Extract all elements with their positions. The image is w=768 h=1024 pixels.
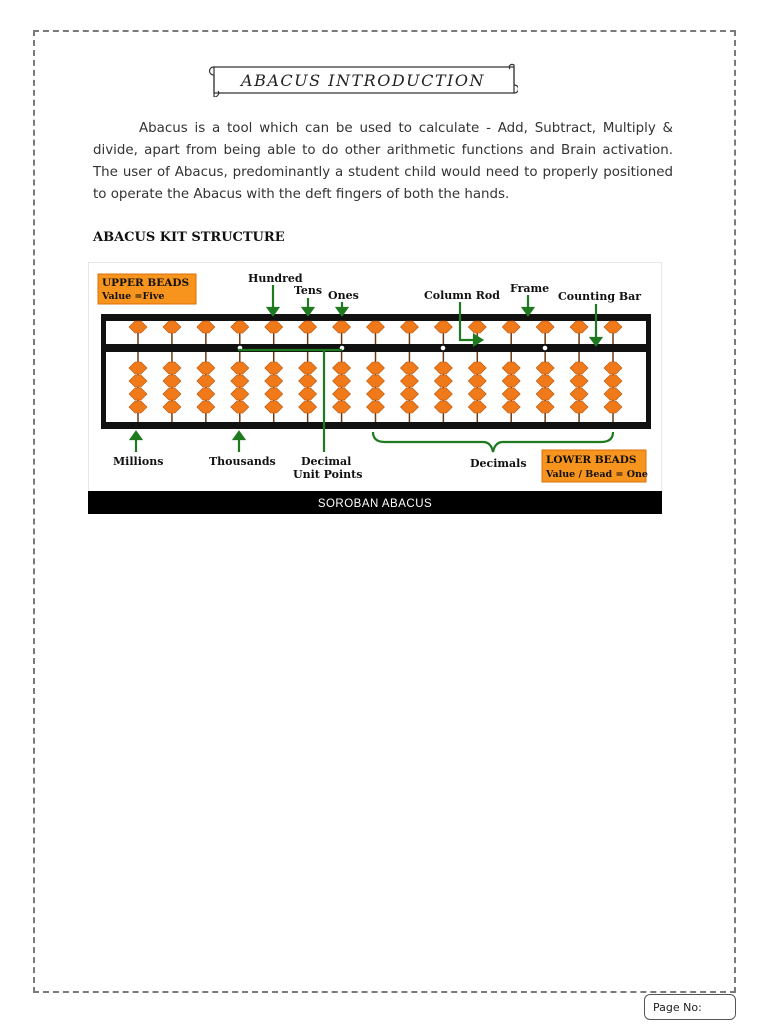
abacus-figure: [88, 262, 662, 514]
title-banner: [208, 63, 518, 97]
soroban-abacus-diagram: [88, 262, 662, 514]
page-title: ABACUS INTRODUCTION: [241, 70, 485, 90]
intro-text: Abacus is a tool which can be used to calculate - Add, Subtract, Multiply & divide, apart from being able to do other arithmetic functions and Brain activation. The user of Abacus, predominantly a student child would need to properly positioned to operate the Abacus with the deft fingers of both the hands.: [93, 121, 673, 202]
label-decimal-line1: Decimal: [301, 455, 352, 468]
label-millions: Millions: [113, 455, 164, 468]
label-column-rod: Column Rod: [424, 289, 500, 302]
frame-right: [646, 314, 651, 429]
upper-beads-value: Value =Five: [102, 291, 165, 302]
counting-bar: [101, 344, 651, 352]
label-frame: Frame: [510, 282, 550, 295]
frame-bottom: [101, 422, 651, 429]
label-thousands: Thousands: [209, 455, 276, 468]
label-counting-bar: Counting Bar: [558, 290, 642, 303]
frame-left: [101, 314, 106, 429]
figure-caption: SOROBAN ABACUS: [317, 498, 433, 510]
label-decimal-line2: Unit Points: [293, 468, 363, 481]
label-tens: Tens: [294, 284, 323, 297]
page-number-box: [644, 994, 736, 1020]
kit-heading: ABACUS KIT STRUCTURE: [93, 230, 285, 245]
lower-beads-title: LOWER BEADS: [546, 454, 637, 466]
label-ones: Ones: [328, 289, 359, 302]
frame-top: [101, 314, 651, 321]
lower-beads-value: Value / Bead = One: [546, 469, 648, 480]
upper-beads-title: UPPER BEADS: [102, 277, 190, 289]
page-number-label: Page No:: [653, 1001, 702, 1014]
label-hundred: Hundred: [248, 272, 303, 285]
label-decimals: Decimals: [470, 457, 527, 470]
intro-paragraph: [93, 118, 673, 206]
unit-point-dot: [543, 346, 548, 351]
unit-point-dot: [441, 346, 446, 351]
